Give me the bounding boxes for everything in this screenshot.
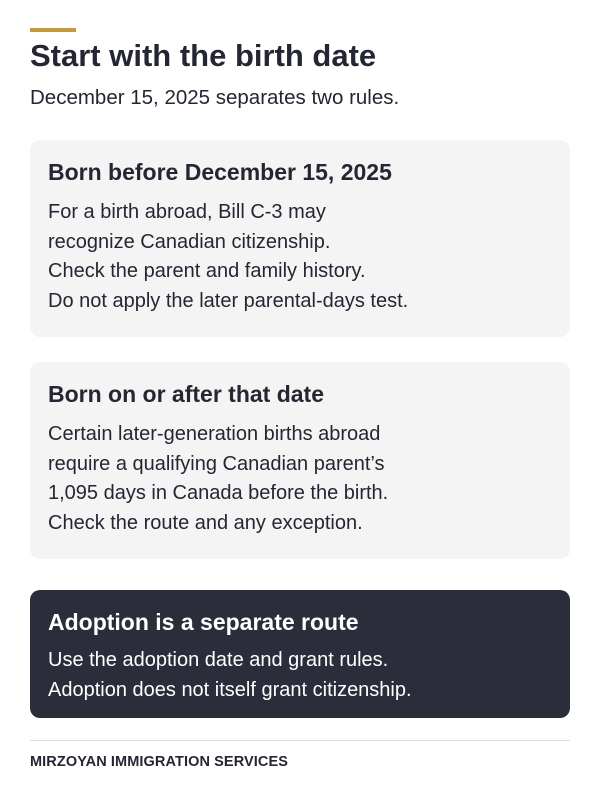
page-title: Start with the birth date (30, 38, 377, 73)
card-line: recognize Canadian citizenship. (48, 230, 331, 253)
card-line: Adoption does not itself grant citizenship. (48, 678, 412, 701)
card-line: Certain later-generation births abroad (48, 423, 381, 445)
footer-brand: MIRZOYAN IMMIGRATION SERVICES (30, 754, 289, 770)
card-body (48, 420, 552, 538)
card-line: 1,095 days in Canada before the birth. (48, 482, 389, 504)
card-title: Born before December 15, 2025 (48, 159, 392, 185)
card-title: Adoption is a separate route (48, 609, 359, 635)
card-line: require a qualifying Canadian parent’s (48, 452, 385, 475)
card-title: Born on or after that date (48, 381, 325, 407)
card-body (48, 198, 552, 316)
card-line: Use the adoption date and grant rules. (48, 649, 389, 671)
after-date-card (30, 362, 570, 559)
card-line: Check the route and any exception. (48, 511, 363, 534)
page-subtitle: December 15, 2025 separates two rules. (30, 86, 400, 109)
card-line: Do not apply the later parental-days test. (48, 289, 409, 312)
footer-divider (30, 740, 570, 741)
card-line: Check the parent and family history. (48, 260, 366, 282)
accent-rule (30, 28, 76, 32)
card-line: For a birth abroad, Bill C-3 may (48, 201, 326, 223)
card-body (48, 646, 552, 705)
adoption-card (30, 590, 570, 718)
before-date-card (30, 140, 570, 337)
